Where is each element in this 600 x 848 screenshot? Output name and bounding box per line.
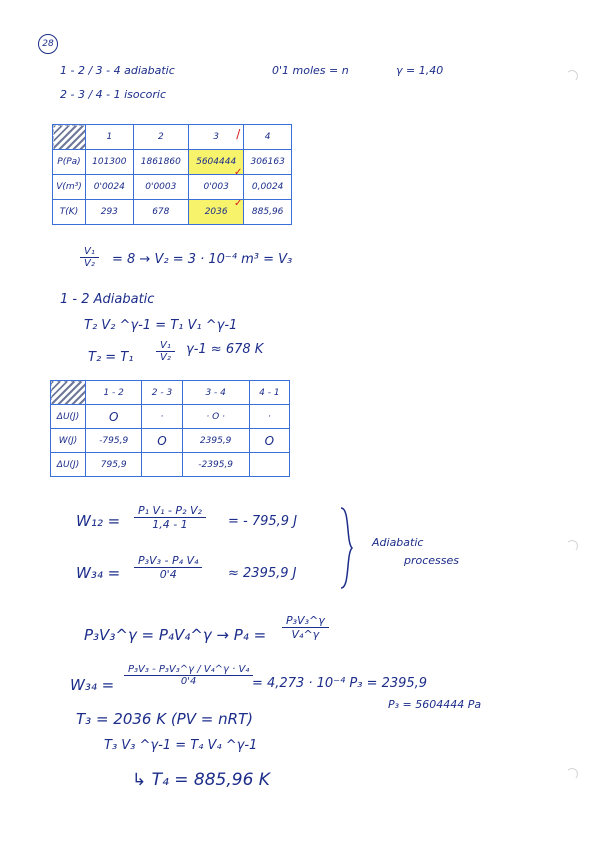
note-processes: processes [404,554,460,567]
w12-label: W₁₂ = [76,512,121,530]
process-header: 4 - 1 [249,381,289,405]
w34-expanded-numerator: P₃V₃ - P₃V₃^γ / V₄^γ · V₄ [124,664,253,676]
table-cell: O [142,429,182,453]
row-label: V(m³) [53,175,86,200]
process-header: 1 - 2 [86,381,142,405]
table-cell: 0'003 [188,175,243,200]
row-label: P(Pa) [53,150,86,175]
t3-equation: T₃ = 2036 K (PV = nRT) [76,710,254,728]
adiabatic-eq-1: T₂ V₂ ^γ-1 = T₁ V₁ ^γ-1 [84,318,238,333]
table-cell: O [249,429,289,453]
w34-expanded-label: W₃₄ = [70,676,115,694]
state-header: 3 / [188,125,243,150]
state-table-corner [53,125,86,150]
table-cell: · [142,405,182,429]
t4-equation: T₃ V₃ ^γ-1 = T₄ V₄ ^γ-1 [104,738,258,753]
adiabatic-frac-num: V₁ [156,340,175,352]
curly-brace [338,506,356,590]
w34-expanded-result: = 4,273 · 10⁻⁴ P₃ = 2395,9 [252,676,428,691]
ratio-denominator: V₂ [84,258,95,269]
margin-mark [566,540,578,552]
table-cell: · [249,405,289,429]
ratio-numerator: V₁ [80,246,99,258]
adiabatic-eq-2-left: T₂ = T₁ [88,350,134,365]
note-adiabatic: Adiabatic [372,536,424,549]
header-line-2: 2 - 3 / 4 - 1 isocoric [60,88,167,101]
table-cell: 1861860 [133,150,188,175]
table-cell: 293 [86,200,134,225]
table-cell: 885,96 [244,200,292,225]
w34-result: ≈ 2395,9 J [228,566,297,581]
red-check-mark: ✓ [233,167,243,178]
red-check-mark: ✓ [233,198,243,209]
table-cell-highlighted: 2036 ✓ [188,200,243,225]
w34-expanded-denominator: 0'4 [180,676,197,687]
margin-mark [566,768,578,780]
table-cell: 0'0024 [86,175,134,200]
w12-result: = - 795,9 J [228,514,298,529]
w34-numerator: P₃V₃ - P₄ V₄ [134,554,202,568]
row-label: T(K) [53,200,86,225]
table-cell: 0,0024 [244,175,292,200]
table-cell-highlighted: 5604444 ✓ [188,150,243,175]
table-cell: 678 [133,200,188,225]
table-cell [142,453,182,477]
adiabatic-eq-2-right: γ-1 ≈ 678 K [186,342,264,357]
w34-expanded-fraction [124,664,253,687]
red-slash-mark: / [236,127,241,141]
w34-label: W₃₄ = [76,564,121,582]
adiabatic-eq-2-fraction [156,340,175,363]
table-cell: 795,9 [86,453,142,477]
p4-fraction [282,614,329,641]
problem-number: 28 [38,34,58,54]
margin-mark [566,70,578,82]
p4-equation: P₃V₃^γ = P₄V₄^γ → P₄ = [84,626,267,644]
w12-fraction [134,504,206,531]
state-header: 4 [244,125,292,150]
adiabatic-frac-den: V₂ [160,352,171,363]
energy-table-corner [51,381,86,405]
energy-table [50,380,290,477]
w12-denominator: 1,4 - 1 [152,518,188,531]
table-cell: O [86,405,142,429]
header-moles: 0'1 moles = n [272,64,349,77]
w12-numerator: P₁ V₁ - P₂ V₂ [134,504,206,518]
table-cell: 2395,9 [182,429,249,453]
table-cell: · O · [182,405,249,429]
row-label: W(J) [51,429,86,453]
w34-denominator: 0'4 [159,568,177,581]
p4-denominator: V₄^γ [291,628,320,641]
header-line-1: 1 - 2 / 3 - 4 adiabatic [60,64,175,77]
table-cell: -795,9 [86,429,142,453]
adiabatic-title: 1 - 2 Adiabatic [60,292,155,307]
process-header: 2 - 3 [142,381,182,405]
table-cell [249,453,289,477]
ratio-equation: = 8 → V₂ = 3 · 10⁻⁴ m³ = V₃ [112,252,293,267]
row-label: ΔU(J) [51,453,86,477]
table-cell: 0'0003 [133,175,188,200]
process-header: 3 - 4 [182,381,249,405]
t4-result: ↳ T₄ = 885,96 K [132,770,270,790]
p4-numerator: P₃V₃^γ [282,614,329,628]
row-label: ΔU(J) [51,405,86,429]
header-gamma: γ = 1,40 [396,64,444,77]
table-cell: 101300 [86,150,134,175]
table-cell: -2395,9 [182,453,249,477]
state-header: 1 [86,125,134,150]
state-table [52,124,292,225]
state-header: 2 [133,125,188,150]
w34-fraction [134,554,202,581]
p3-result: P₃ = 5604444 Pa [388,698,482,711]
table-cell: 306163 [244,150,292,175]
ratio-fraction [80,246,99,269]
